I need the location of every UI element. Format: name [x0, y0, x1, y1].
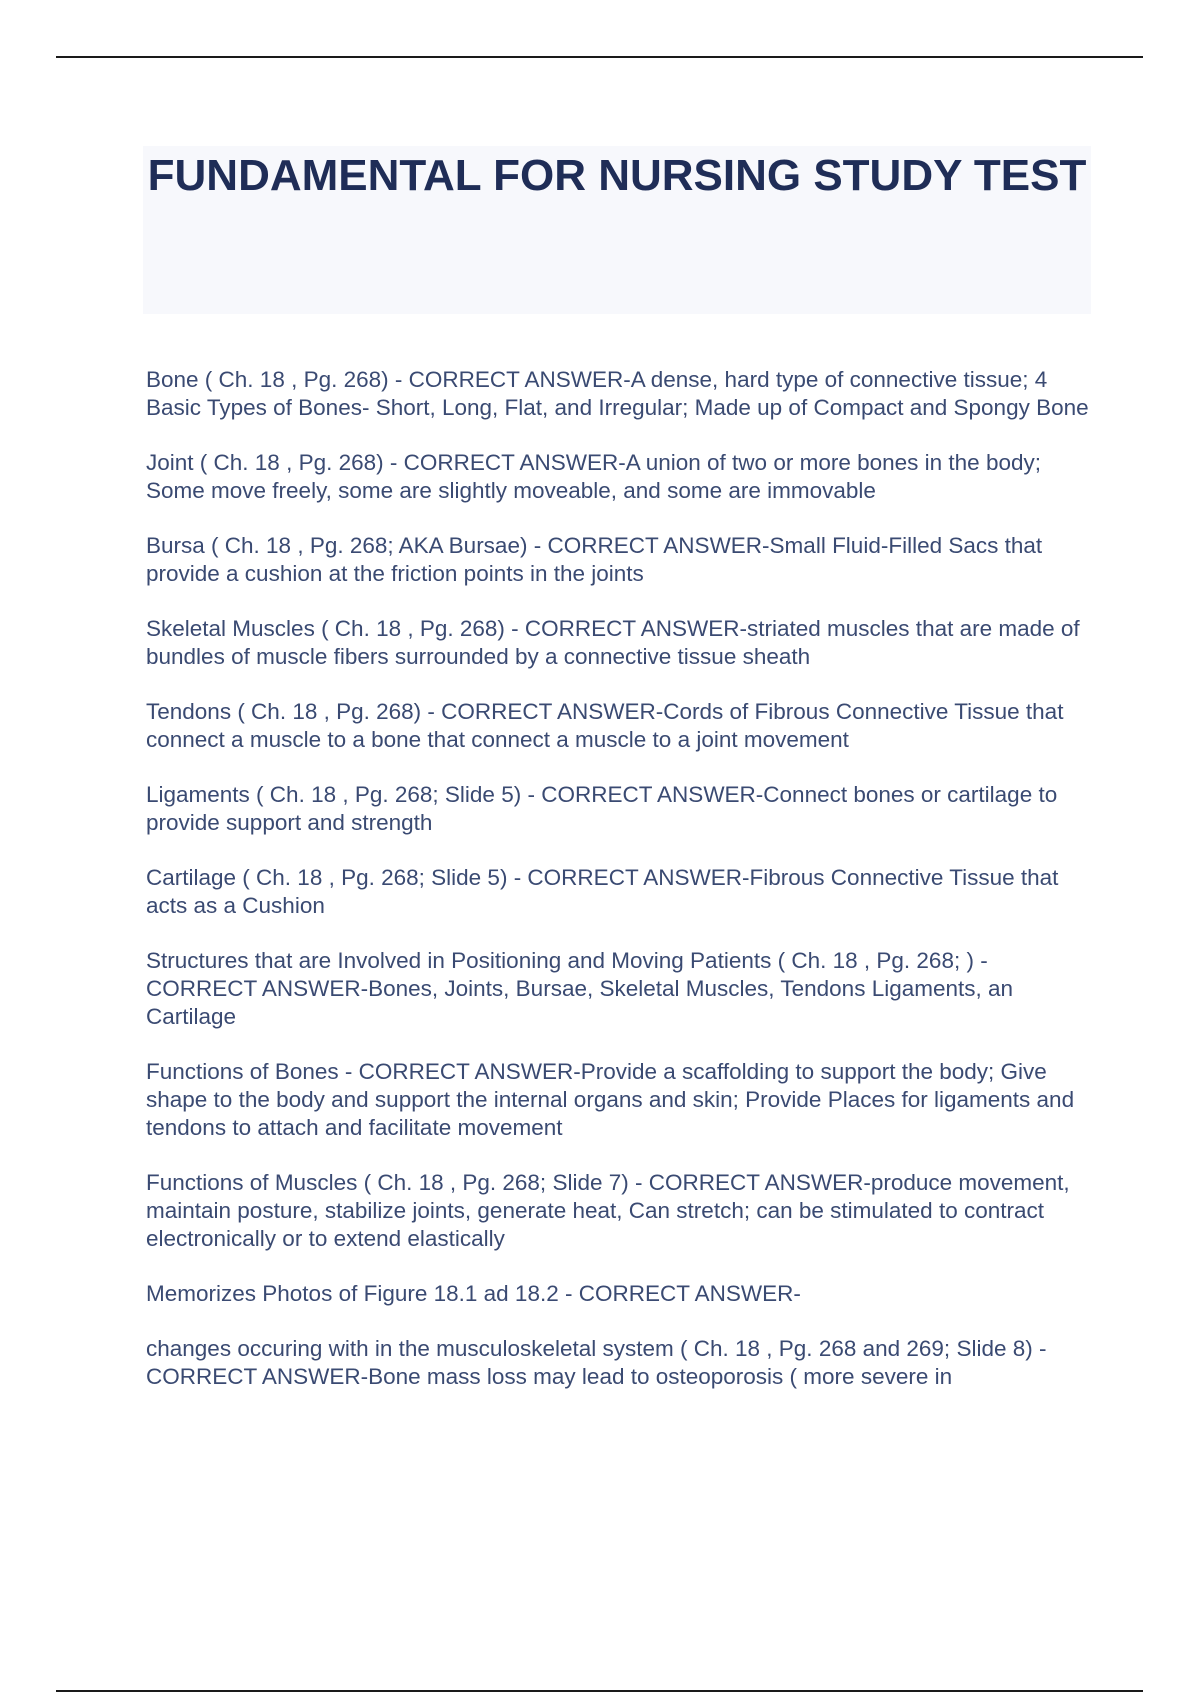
flashcard-list: [146, 366, 1091, 1418]
flashcard-entry: Cartilage ( Ch. 18 , Pg. 268; Slide 5) - CORRECT ANSWER-Fibrous Connective Tissue that acts as a Cushion: [146, 865, 1059, 918]
flashcard-entry: Memorizes Photos of Figure 18.1 ad 18.2 - CORRECT ANSWER-: [146, 1281, 801, 1306]
top-rule: [56, 56, 1143, 58]
bottom-rule: [56, 1690, 1143, 1692]
page-title: FUNDAMENTAL FOR NURSING STUDY TEST: [147, 151, 1087, 200]
flashcard-entry: Tendons ( Ch. 18 , Pg. 268) - CORRECT ANSWER-Cords of Fibrous Connective Tissue that connect a muscle to a bone that connect a muscle to a joint movement: [146, 699, 1064, 752]
flashcard-entry: Functions of Muscles ( Ch. 18 , Pg. 268; Slide 7) - CORRECT ANSWER-produce movement, maintain posture, stabilize joints, generate heat, Can stretch; can be stimulated to contract electronically or to extend elastically: [146, 1170, 1070, 1251]
flashcard-entry: Ligaments ( Ch. 18 , Pg. 268; Slide 5) - CORRECT ANSWER-Connect bones or cartilage to provide support and strength: [146, 782, 1058, 835]
title-banner: [143, 146, 1091, 314]
flashcard-entry: Bursa ( Ch. 18 , Pg. 268; AKA Bursae) - CORRECT ANSWER-Small Fluid-Filled Sacs that provide a cushion at the friction points in the joints: [146, 533, 1043, 586]
flashcard-entry: changes occuring with in the musculoskeletal system ( Ch. 18 , Pg. 268 and 269; Slide 8) - CORRECT ANSWER-Bone mass loss may lead to osteoporosis ( more severe in: [146, 1336, 1047, 1389]
flashcard-entry: Functions of Bones - CORRECT ANSWER-Provide a scaffolding to support the body; Give shape to the body and support the internal organs and skin; Provide Places for ligaments and tendons to attach and facilitate movement: [146, 1059, 1075, 1140]
flashcard-entry: Joint ( Ch. 18 , Pg. 268) - CORRECT ANSWER-A union of two or more bones in the body; Some move freely, some are slightly moveable, and some are immovable: [146, 450, 1041, 503]
flashcard-entry: Bone ( Ch. 18 , Pg. 268) - CORRECT ANSWER-A dense, hard type of connective tissue; 4 Basic Types of Bones- Short, Long, Flat, and Irregular; Made up of Compact and Spongy Bone: [146, 367, 1089, 420]
flashcard-entry: Structures that are Involved in Positioning and Moving Patients ( Ch. 18 , Pg. 268; ) - CORRECT ANSWER-Bones, Joints, Bursae, Skeletal Muscles, Tendons Ligaments, an Cartilage: [146, 948, 1014, 1029]
flashcard-entry: Skeletal Muscles ( Ch. 18 , Pg. 268) - CORRECT ANSWER-striated muscles that are made of bundles of muscle fibers surrounded by a connective tissue sheath: [146, 616, 1080, 669]
